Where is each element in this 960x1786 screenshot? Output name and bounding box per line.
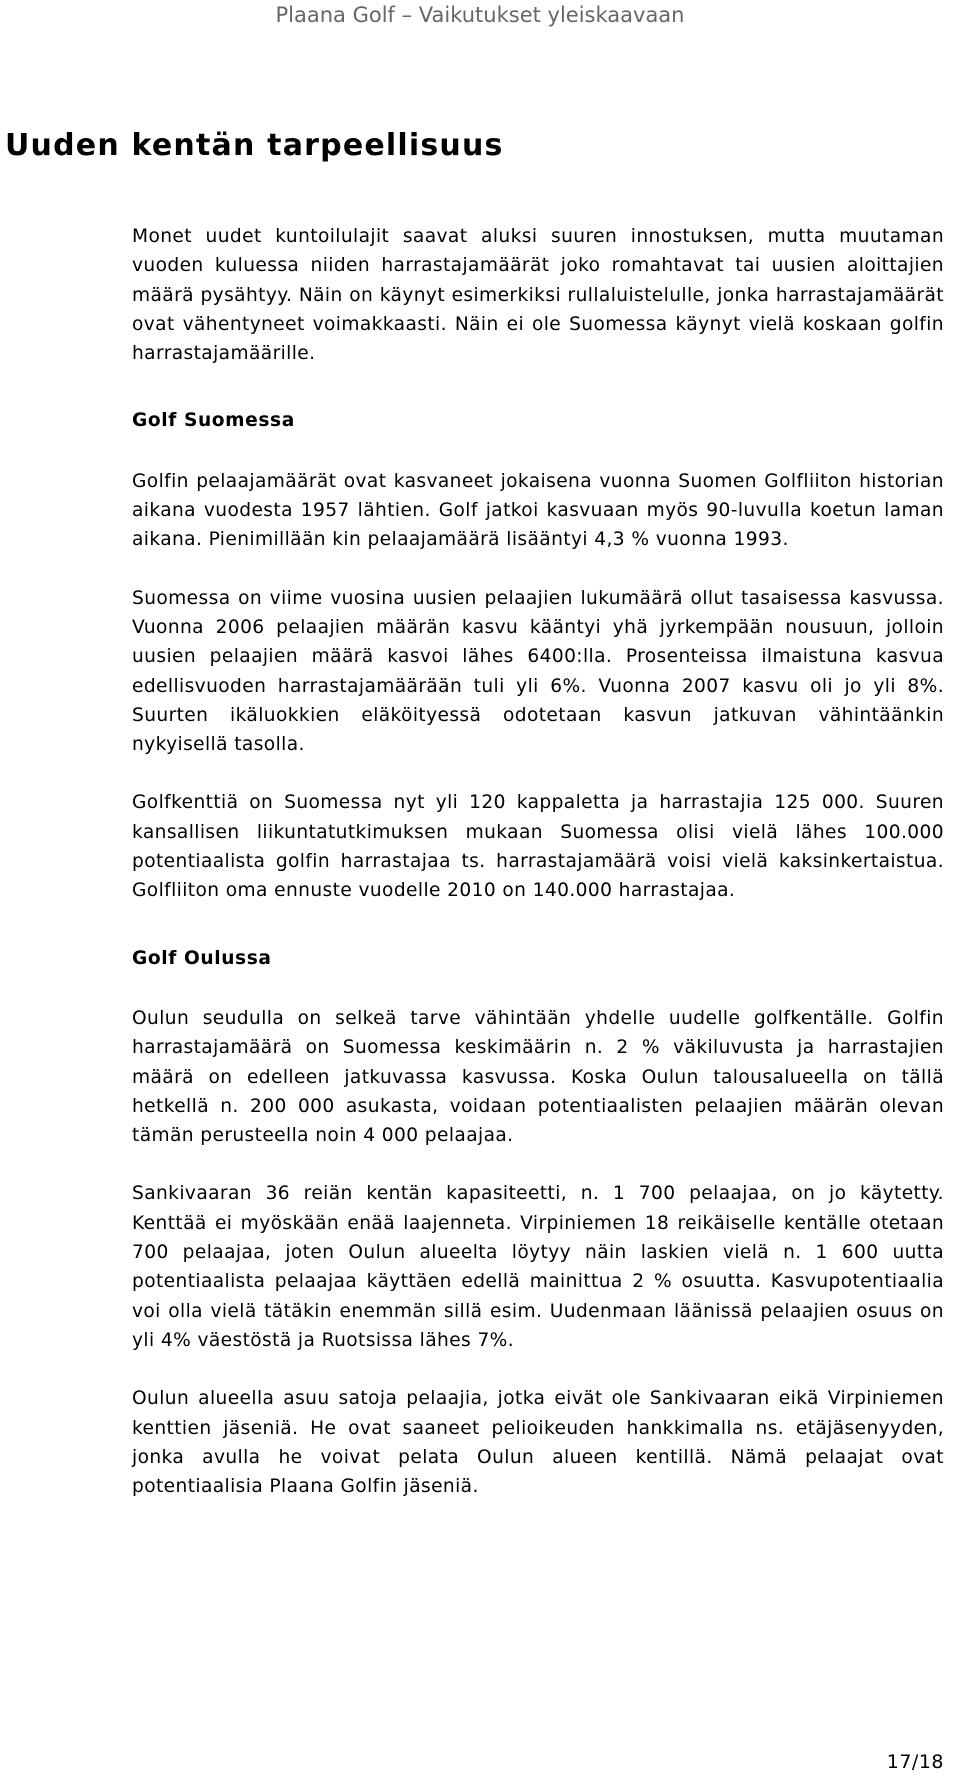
paragraph: Sankivaaran 36 reiän kentän kapasiteetti, n. 1 700 pelaajaa, on jo käytetty. Kenttää ei myöskään enää laajenneta. Virpiniemen 18 reikäiselle kentälle otetaan 700 pelaajaa, joten Oulun alueelta löytyy näin laskien vielä n. 1 600 uutta potentiaalista pelaajaa käyttäen edellä mainittua 2 % osuutta. Kasvupotentiaalia voi olla vielä tätäkin enemmän sillä esim. Uudenmaan läänissä pelaajien osuus on yli 4% väestöstä ja Ruotsissa lähes 7%. — [132, 1183, 944, 1351]
paragraph: Oulun seudulla on selkeä tarve vähintään yhdelle uudelle golfkentälle. Golfin harrastajamäärä on Suomessa keskimäärin n. 2 % väkiluvusta ja harrastajien määrä on edelleen jatkuvassa kasvussa. Koska Oulun talousalueella on tällä hetkellä n. 200 000 asukasta, voidaan potentiaalisten pelaajien määrän olevan tämän perusteella noin 4 000 pelaajaa. — [132, 1007, 944, 1147]
page-number: 17/18 — [886, 1751, 944, 1773]
paragraph: Oulun alueella asuu satoja pelaajia, jotka eivät ole Sankivaaran eikä Virpiniemen kenttien jäseniä. He ovat saaneet pelioikeuden hankkimalla ns. etäjäsenyyden, jonka avulla he voivat pelata Oulun alueen kentillä. Nämä pelaajat ovat potentiaalisia Plaana Golfin jäseniä. — [132, 1388, 944, 1498]
running-header: Plaana Golf – Vaikutukset yleiskaavaan — [275, 3, 685, 27]
paragraph: Golfin pelaajamäärät ovat kasvaneet jokaisena vuonna Suomen Golfliiton historian aikana vuodesta 1957 lähtien. Golf jatkoi kasvuaan myös 90-luvulla koetun laman aikana. Pienimillään kin pelaajamäärä lisääntyi 4,3 % vuonna 1993. — [132, 470, 944, 551]
paragraph: Suomessa on viime vuosina uusien pelaajien lukumäärä ollut tasaisessa kasvussa. Vuonna 2006 pelaajien määrän kasvu kääntyi yhä jyrkempään nousuun, jolloin uusien pelaajien määrä kasvoi lähes 6400:lla. Prosenteissa ilmaistuna kasvua edellisvuoden harrastajamäärään tuli yli 6%. Vuonna 2007 kasvu oli jo yli 8%. Suurten ikäluokkien eläköityessä odotetaan kasvun jatkuvan vähintäänkin nykyisellä tasolla. — [132, 587, 944, 756]
paragraph: Golfkenttiä on Suomessa nyt yli 120 kappaletta ja harrastajia 125 000. Suuren kansallisen liikuntatutkimuksen mukaan Suomessa olisi vielä lähes 100.000 potentiaalista golfin harrastajaa ts. harrastajamäärä voisi vielä kaksinkertaistua. Golfliiton oma ennuste vuodelle 2010 on 140.000 harrastajaa. — [132, 792, 944, 902]
document-body — [132, 222, 944, 1501]
page-title: Uuden kentän tarpeellisuus — [5, 128, 504, 163]
intro-paragraph: Monet uudet kuntoilulajit saavat aluksi suuren innostuksen, mutta muutaman vuoden kuluessa niiden harrastajamäärät joko romahtavat tai uusien aloittajien määrä pysähtyy. Näin on käynyt esimerkiksi rullaluistelulle, jonka harrastajamäärät ovat vähentyneet voimakkaasti. Näin ei ole Suomessa käynyt vielä koskaan golfin harrastajamäärille. — [132, 226, 944, 365]
section-heading-golf-oulussa: Golf Oulussa — [132, 947, 272, 969]
section-heading-golf-suomessa: Golf Suomessa — [132, 410, 295, 432]
